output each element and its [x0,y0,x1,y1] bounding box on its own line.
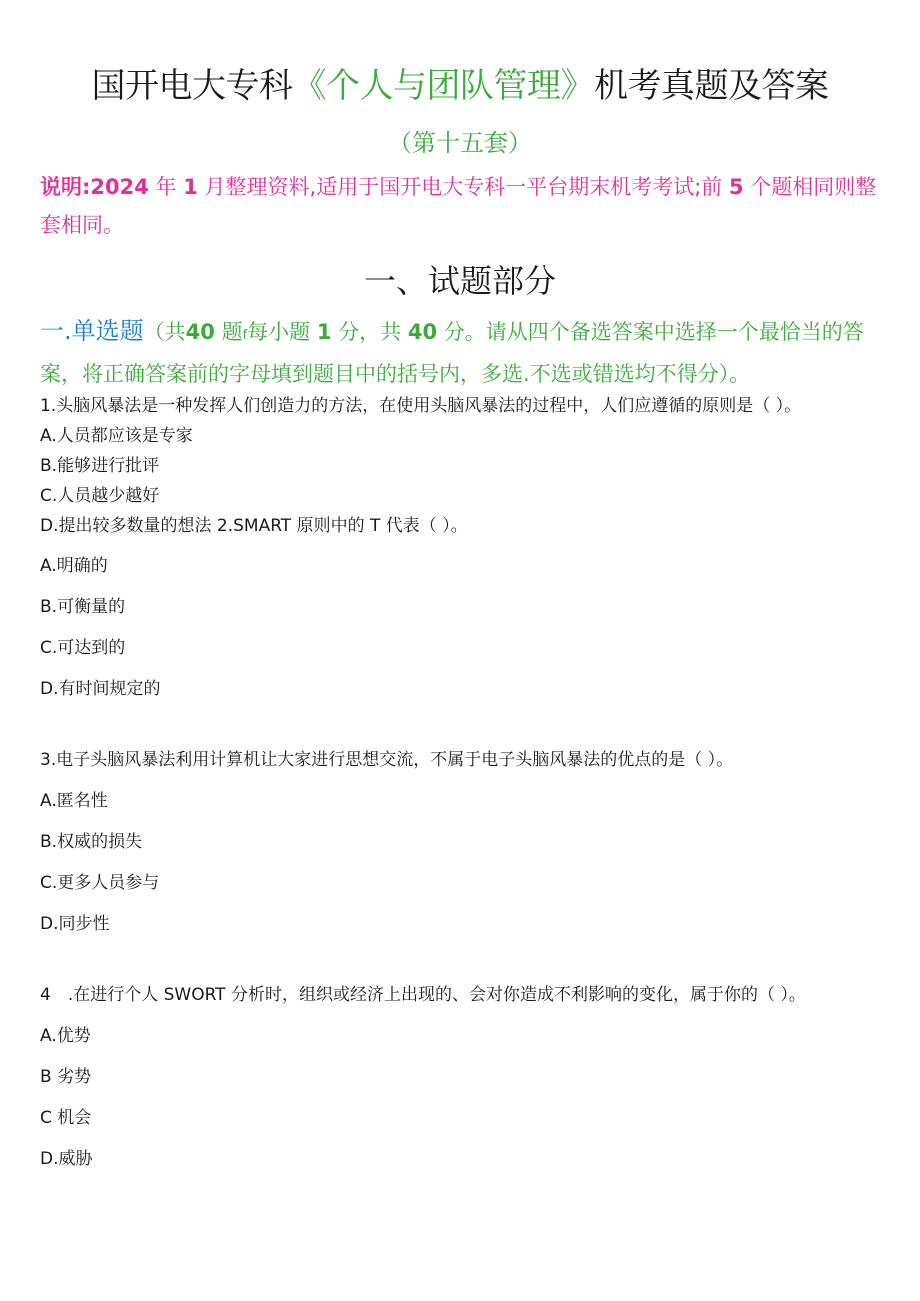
question-1-option-b: B.能够进行批评 [40,456,160,476]
question-type-heading: 一.单选题 [40,317,144,345]
note-text: 月整理资料,适用于国开电大专科一平台期末机考考试;前 [204,175,723,199]
question-2-option-b: B.可衡量的 [40,597,126,617]
question-count: 40 [185,320,215,344]
title-prefix: 国开电大专科 [91,66,293,106]
question-1-stem: 1.头脑风暴法是一种发挥人们创造力的方法，在使用头脑风暴法的过程中，人们应遵循的原则是（ ）。 [40,396,802,416]
note-label: 说明: [40,175,91,199]
note-text: 个题相同则整套相同。 [40,175,877,237]
question-instruction: 一.单选题（共40 题f每小题 1 分，共 40 分。请从四个备选答案中选择一个最恰当的答案，将正确答案前的字母填到题目中的括号内，多选.不选或错选均不得分）。 [40,317,864,386]
note-year: 2024 [90,175,149,199]
instruction-text: 分。请从四个备选答案中选择一个最恰当的答案，将正确答案前的字母填到题目中的括号内，多选.不选或错选均不得分）。 [40,320,864,386]
note-text: 年 [155,175,177,199]
question-4-option-c: C 机会 [40,1108,92,1128]
instruction-text: 分，共 [338,320,402,344]
question-4-option-d: D.威胁 [40,1149,93,1169]
question-3-option-b: B.权威的损失 [40,832,143,852]
document-title [0,62,920,110]
question-4-stem: 4 .在进行个人 SWORT 分析时，组织或经济上出现的、会对你造成不利影响的变化，属于你的（ ）。 [40,985,806,1005]
question-1-option-a: A.人员都应该是专家 [40,426,193,446]
note-count: 5 [728,175,744,199]
question-3-option-a: A.匿名性 [40,791,108,811]
section-title: 一、试题部分 [363,262,556,300]
question-1-option-d-and-question-2-stem: D.提出较多数量的想法 2.SMART 原则中的 T 代表（ ）。 [40,516,468,536]
points-each: 1 [316,320,332,344]
question-1-option-c: C.人员越少越好 [40,486,160,506]
note-month: 1 [183,175,198,199]
description-note [40,168,890,244]
question-2-option-d: D.有时间规定的 [40,679,161,699]
question-3-option-c: C.更多人员参与 [40,873,160,893]
question-4-option-a: A.优势 [40,1026,91,1046]
question-4-option-b: B 劣势 [40,1067,92,1087]
title-suffix: 机考真题及答案 [594,66,829,106]
question-3-option-d: D.同步性 [40,914,110,934]
title-course-name: 《个人与团队管理》 [292,66,594,106]
question-2-option-c: C.可达到的 [40,638,126,658]
instruction-text: （共 [143,320,186,344]
instruction-text: 每小题 [247,320,311,344]
set-number: （第十五套） [388,129,532,157]
points-total: 40 [407,320,438,344]
question-2-option-a: A.明确的 [40,556,108,576]
instruction-text: 题 [221,320,243,344]
question-3-stem: 3.电子头脑风暴法利用计算机让大家进行思想交流，不属于电子头脑风暴法的优点的是（ ）。 [40,750,734,770]
